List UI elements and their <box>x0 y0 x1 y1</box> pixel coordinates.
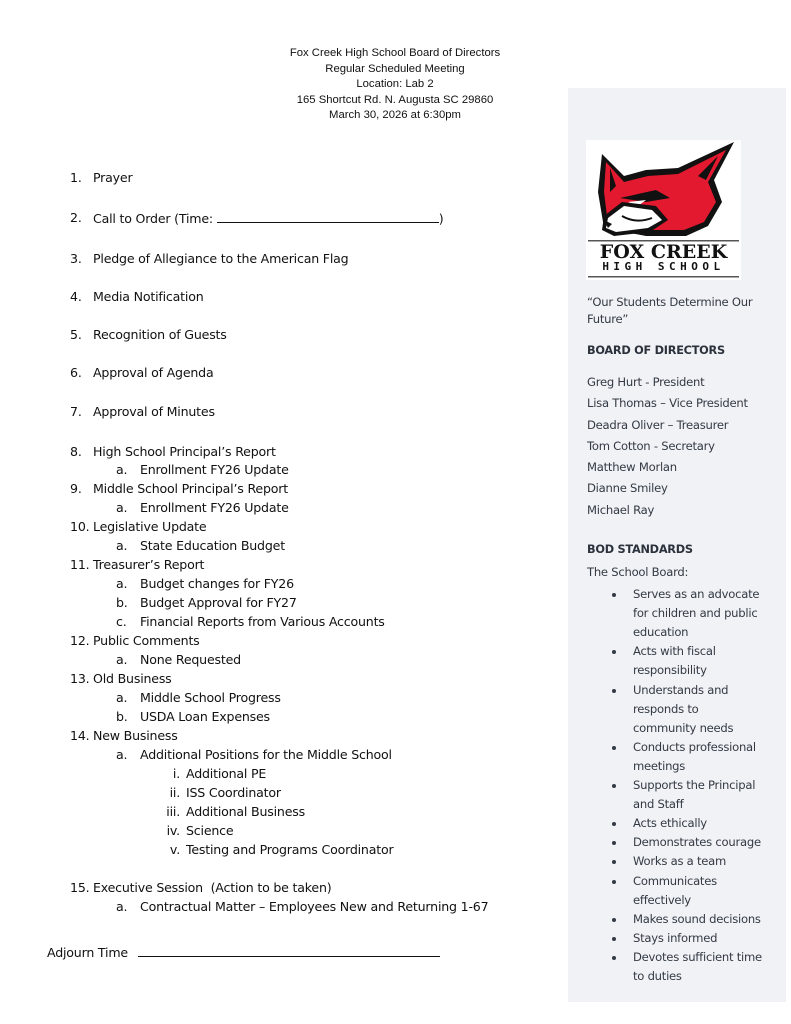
bullet-icon <box>611 954 619 962</box>
school-logo <box>586 140 741 280</box>
adjourn-time-field[interactable] <box>138 944 440 957</box>
standard-item: Demonstrates courage <box>633 835 761 850</box>
header-location: Location: Lab 2 <box>356 78 434 91</box>
standards-heading: BOD STANDARDS <box>587 543 693 556</box>
bullet-icon <box>611 648 619 656</box>
call-to-order-time-field[interactable] <box>217 210 439 223</box>
standards-intro: The School Board: <box>587 565 689 579</box>
bullet-icon <box>611 935 619 943</box>
bullet-icon <box>611 687 619 695</box>
motto: “Our Students Determine Our Future” <box>587 295 753 326</box>
header-address: 165 Shortcut Rd. N. Augusta SC 29860 <box>296 93 494 106</box>
board-member: Matthew Morlan <box>587 460 677 475</box>
standard-item: Makes sound decisions <box>633 911 761 926</box>
bullet-icon <box>611 858 619 866</box>
standard-item: Devotes sufficient time to duties <box>633 949 762 983</box>
header-meeting-type: Regular Scheduled Meeting <box>325 62 465 75</box>
standard-item: Serves as an advocate for children and public education <box>633 587 760 639</box>
standard-item: Acts ethically <box>633 816 707 831</box>
standard-item: Works as a team <box>633 854 727 869</box>
board-heading: BOARD OF DIRECTORS <box>587 344 725 357</box>
board-member: Lisa Thomas – Vice President <box>587 396 748 411</box>
bullet-icon <box>611 782 619 790</box>
standard-item: Supports the Principal and Staff <box>633 778 756 811</box>
board-member: Michael Ray <box>587 502 655 517</box>
adjourn-time-row <box>47 944 440 960</box>
board-members-list <box>587 372 748 521</box>
bullet-icon <box>611 820 619 828</box>
standard-item: Understands and responds to community needs <box>633 682 734 735</box>
header-org-name: Fox Creek High School Board of Directors <box>289 47 501 59</box>
board-member: Deadra Oliver – Treasurer <box>587 417 729 432</box>
standard-item: Conducts professional meetings <box>633 739 756 773</box>
standard-item: Communicates effectively <box>633 873 717 907</box>
bullet-icon <box>611 744 619 752</box>
adjourn-time-label: Adjourn Time <box>47 945 128 960</box>
header-date-time: March 30, 2026 at 6:30pm <box>329 109 461 122</box>
standard-item: Stays informed <box>633 930 718 945</box>
meeting-header <box>230 46 560 124</box>
board-member: Tom Cotton - Secretary <box>587 438 715 453</box>
bullet-icon <box>611 916 619 924</box>
bullet-icon <box>611 591 619 599</box>
logo-title: FOX CREEK <box>599 241 728 263</box>
standard-item: Acts with fiscal responsibility <box>633 644 716 678</box>
logo-subtitle: HIGH SCHOOL <box>602 260 725 273</box>
bullet-icon <box>611 839 619 847</box>
board-member: Greg Hurt - President <box>587 375 705 389</box>
board-member: Dianne Smiley <box>587 481 668 496</box>
bullet-icon <box>611 878 619 886</box>
